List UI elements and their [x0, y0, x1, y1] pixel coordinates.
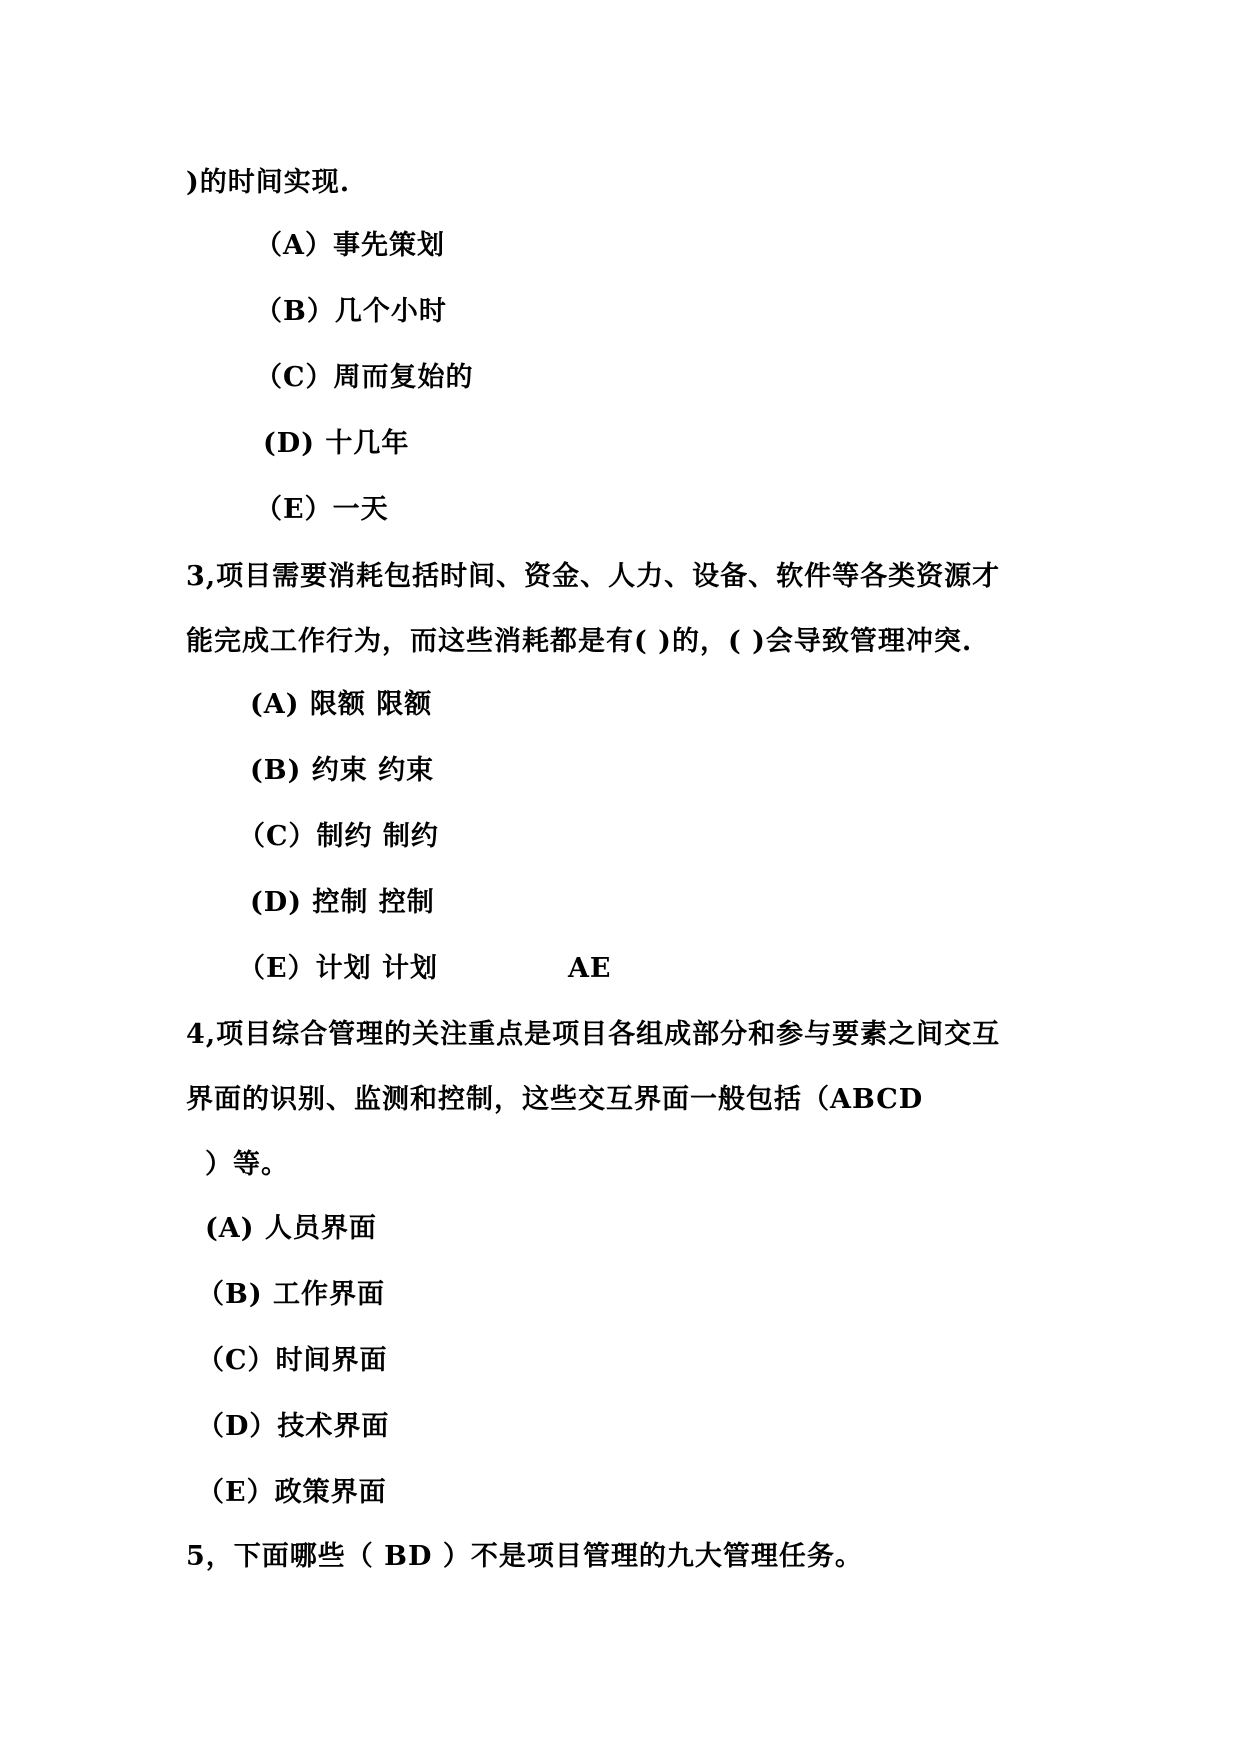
- q5-stem-line1: 5，下面哪些（ BD ）不是项目管理的九大管理任务。: [186, 1541, 863, 1572]
- q2-tail: )的时间实现.: [186, 167, 351, 198]
- q2-option-e: （E）一天: [255, 494, 389, 525]
- q3-option-d: (D) 控制 控制: [250, 887, 435, 918]
- q3-stem-line2: 能完成工作行为，而这些消耗都是有( )的，( )会导致管理冲突.: [186, 626, 973, 657]
- q2-option-b: （B）几个小时: [255, 296, 447, 327]
- q4-stem-line1: 4,项目综合管理的关注重点是项目各组成部分和参与要素之间交互: [186, 1019, 1001, 1050]
- q4-stem-line3: ）等。: [205, 1149, 289, 1180]
- q4-option-a: (A) 人员界面: [205, 1213, 377, 1244]
- q3-option-e-text: （E）计划 计划: [238, 953, 438, 984]
- q3-option-a: (A) 限额 限额: [250, 689, 433, 720]
- q4-stem-line2: 界面的识别、监测和控制，这些交互界面一般包括（ABCD: [186, 1084, 924, 1115]
- q2-option-a: （A）事先策划: [255, 230, 445, 261]
- q2-option-c: （C）周而复始的: [255, 362, 474, 393]
- q3-option-b: (B) 约束 约束: [250, 755, 435, 786]
- q3-option-e: [238, 952, 612, 986]
- q4-option-b: （B) 工作界面: [197, 1279, 385, 1310]
- q3-stem-line1: 3,项目需要消耗包括时间、资金、人力、设备、软件等各类资源才: [186, 561, 1001, 592]
- q2-option-d: (D) 十几年: [263, 428, 410, 459]
- q4-option-d: （D）技术界面: [197, 1411, 390, 1442]
- q4-option-e: （E）政策界面: [197, 1477, 387, 1508]
- q3-option-c: （C）制约 制约: [238, 821, 439, 852]
- q4-option-c: （C）时间界面: [197, 1345, 388, 1376]
- q3-answer: AE: [567, 953, 612, 984]
